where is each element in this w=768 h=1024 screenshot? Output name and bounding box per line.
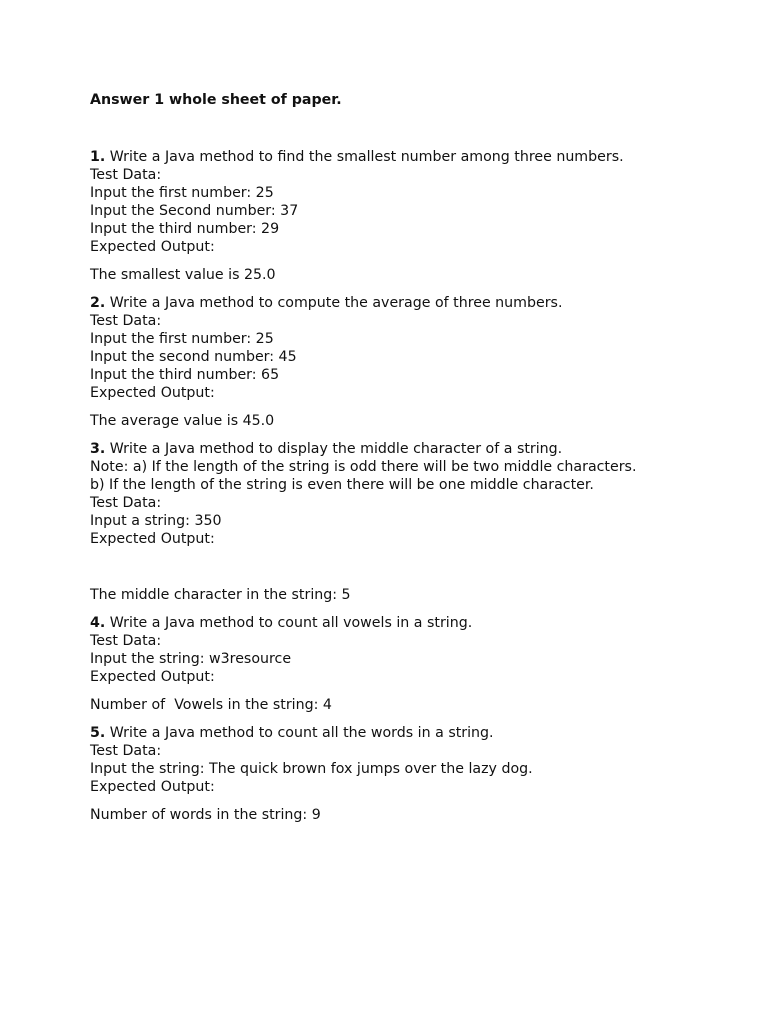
problem-1-line-3: Input the Second number: 37 bbox=[90, 203, 299, 219]
problem-2-prompt: Write a Java method to compute the average of three numbers. bbox=[105, 295, 563, 311]
problem-4-line-1: Test Data: bbox=[90, 633, 162, 649]
problem-5-line-1: Test Data: bbox=[90, 743, 162, 759]
document-page bbox=[90, 91, 730, 834]
problem-1-title bbox=[90, 148, 730, 166]
problem-5-line-2: Input the string: The quick brown fox jumps over the lazy dog. bbox=[90, 761, 533, 777]
problem-4 bbox=[90, 614, 730, 714]
problem-4-title bbox=[90, 614, 730, 632]
problem-1-prompt: Write a Java method to find the smallest number among three numbers. bbox=[105, 149, 624, 165]
problem-4-output: Number of Vowels in the string: 4 bbox=[90, 697, 332, 713]
problem-2 bbox=[90, 294, 730, 430]
problem-1-number: 1. bbox=[90, 149, 106, 165]
problem-4-line-2: Input the string: w3resource bbox=[90, 651, 292, 667]
problem-4-prompt: Write a Java method to count all vowels in a string. bbox=[105, 615, 473, 631]
problem-2-number: 2. bbox=[90, 295, 106, 311]
problem-3-line-3: Test Data: bbox=[90, 495, 162, 511]
page-heading: Answer 1 whole sheet of paper. bbox=[90, 92, 342, 108]
problem-3-line-2: b) If the length of the string is even there will be one middle character. bbox=[90, 477, 594, 493]
problem-2-line-1: Test Data: bbox=[90, 313, 162, 329]
problem-1-line-5: Expected Output: bbox=[90, 239, 215, 255]
problem-1-line-1: Test Data: bbox=[90, 167, 162, 183]
problem-1-line-2: Input the first number: 25 bbox=[90, 185, 274, 201]
problem-5-output: Number of words in the string: 9 bbox=[90, 807, 321, 823]
problem-1 bbox=[90, 148, 730, 284]
problem-5-line-3: Expected Output: bbox=[90, 779, 215, 795]
problem-3-line-1: Note: a) If the length of the string is odd there will be two middle characters. bbox=[90, 459, 637, 475]
problem-2-output: The average value is 45.0 bbox=[90, 413, 275, 429]
problem-3-line-4: Input a string: 350 bbox=[90, 513, 222, 529]
problem-3-number: 3. bbox=[90, 441, 106, 457]
problem-3-output: The middle character in the string: 5 bbox=[90, 587, 351, 603]
problem-3-prompt: Write a Java method to display the middle character of a string. bbox=[105, 441, 563, 457]
problem-2-line-2: Input the first number: 25 bbox=[90, 331, 274, 347]
problem-1-output: The smallest value is 25.0 bbox=[90, 267, 276, 283]
problem-3-title bbox=[90, 440, 730, 458]
problem-5 bbox=[90, 724, 730, 824]
problem-1-line-4: Input the third number: 29 bbox=[90, 221, 280, 237]
problem-2-line-3: Input the second number: 45 bbox=[90, 349, 297, 365]
problem-5-number: 5. bbox=[90, 725, 106, 741]
problem-2-title bbox=[90, 294, 730, 312]
problem-3-line-5: Expected Output: bbox=[90, 531, 215, 547]
problem-4-line-3: Expected Output: bbox=[90, 669, 215, 685]
problem-5-prompt: Write a Java method to count all the words in a string. bbox=[105, 725, 494, 741]
problem-3 bbox=[90, 440, 730, 604]
problem-2-line-5: Expected Output: bbox=[90, 385, 215, 401]
problem-4-number: 4. bbox=[90, 615, 106, 631]
problem-2-line-4: Input the third number: 65 bbox=[90, 367, 280, 383]
problem-5-title bbox=[90, 724, 730, 742]
